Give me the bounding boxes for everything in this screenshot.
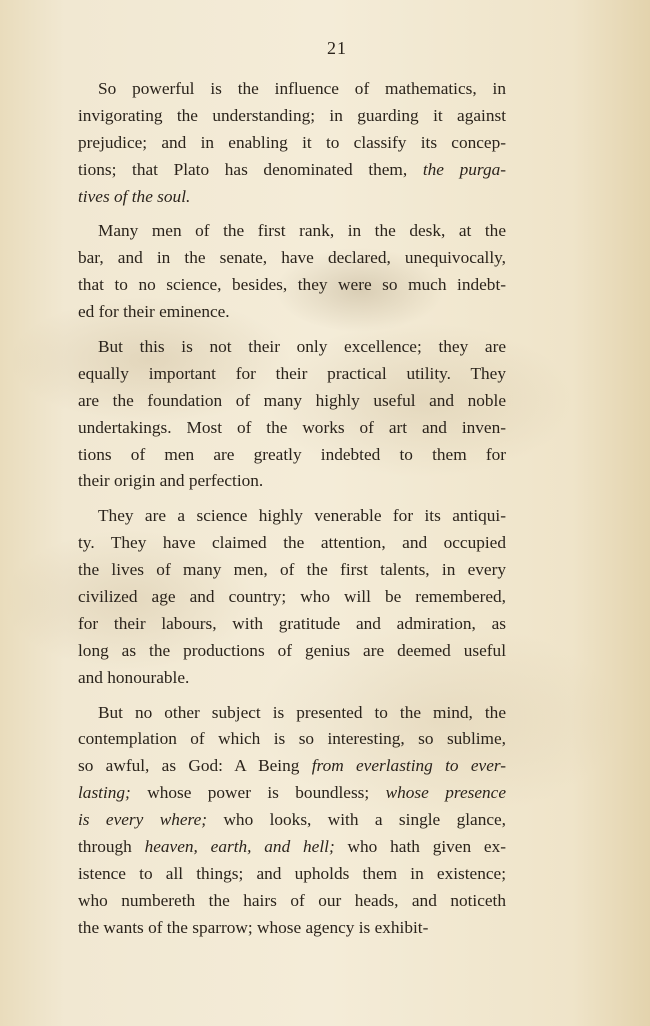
text-run: their origin and perfection. — [78, 471, 264, 491]
italic-text: heaven, earth, and hell; — [144, 837, 335, 857]
italic-text: is every where; — [78, 810, 208, 830]
text-line — [78, 726, 506, 753]
text-line — [78, 334, 506, 361]
text-line — [78, 218, 506, 245]
text-line — [78, 184, 506, 211]
text-run: bar, and in the senate, have declared, unequivocally, — [78, 248, 506, 268]
page-number: 21 — [327, 38, 347, 58]
text-line — [78, 415, 506, 442]
text-run: the lives of many men, of the first talents, in every — [78, 560, 506, 580]
text-line — [78, 611, 506, 638]
text-line — [78, 299, 506, 326]
body-text — [78, 76, 506, 950]
text-line — [78, 584, 506, 611]
text-line — [78, 388, 506, 415]
text-run: who hath given ex- — [334, 837, 506, 857]
text-line — [78, 103, 506, 130]
text-run: So powerful is the influence of mathematics, in — [98, 79, 506, 98]
text-run: contemplation of which is so interesting, so sublime, — [78, 729, 506, 749]
text-line — [78, 442, 506, 469]
text-run: tions; that Plato has denominated them, — [78, 159, 423, 179]
text-line — [78, 700, 506, 727]
text-line — [78, 638, 506, 665]
text-run: are the foundation of many highly useful and noble — [78, 390, 506, 410]
text-run: who looks, with a single glance, — [207, 810, 506, 830]
text-run: equally important for their practical utility. They — [78, 363, 506, 383]
text-line — [78, 157, 506, 184]
text-line — [78, 245, 506, 272]
text-line — [78, 530, 506, 557]
italic-text: tives of the soul. — [78, 186, 191, 206]
text-run: ty. They have claimed the attention, and occupied — [78, 533, 506, 553]
text-line — [78, 834, 506, 861]
text-run: long as the productions of genius are deemed useful — [78, 640, 506, 660]
text-run: and honourable. — [78, 667, 190, 687]
text-line — [78, 780, 506, 807]
text-run: But no other subject is presented to the mind, the — [98, 702, 506, 722]
paragraph — [78, 76, 506, 210]
text-run: civilized age and country; who will be remembered, — [78, 587, 506, 607]
text-run: tions of men are greatly indebted to them for — [78, 444, 506, 464]
text-run: Many men of the first rank, in the desk, at the — [98, 221, 506, 241]
text-line — [78, 76, 506, 103]
text-line — [78, 807, 506, 834]
text-line — [78, 272, 506, 299]
text-run: istence to all things; and upholds them in existence; — [78, 863, 506, 883]
paragraph — [78, 334, 506, 495]
text-line — [78, 557, 506, 584]
text-run: for their labours, with gratitude and admiration, as — [78, 613, 506, 633]
text-run: But this is not their only excellence; they are — [98, 337, 506, 357]
italic-text: from everlasting to ever- — [311, 756, 507, 776]
text-run: the wants of the sparrow; whose agency is exhibit- — [78, 917, 429, 937]
text-run: who numbereth the hairs of our heads, and noticeth — [78, 890, 506, 910]
text-run: whose power is boundless; — [130, 783, 386, 803]
text-run: through — [78, 837, 145, 857]
text-line — [78, 753, 506, 780]
text-run: undertakings. Most of the works of art and inven- — [78, 417, 506, 437]
paragraph — [78, 700, 506, 942]
text-run: ed for their eminence. — [78, 302, 230, 322]
text-run: invigorating the understanding; in guarding it against — [78, 105, 506, 125]
text-line — [78, 503, 506, 530]
text-line — [78, 665, 506, 692]
text-run: so awful, as God: A Being — [78, 756, 312, 776]
text-line — [78, 915, 506, 942]
text-run: They are a science highly venerable for its antiqui- — [98, 506, 506, 526]
text-line — [78, 361, 506, 388]
text-line — [78, 861, 506, 888]
paragraph — [78, 503, 506, 691]
italic-text: lasting; — [78, 783, 131, 803]
text-run: prejudice; and in enabling it to classify its concep- — [78, 132, 506, 152]
text-line — [78, 468, 506, 495]
italic-text: the purga- — [422, 159, 506, 179]
text-line — [78, 888, 506, 915]
paragraph — [78, 218, 506, 326]
italic-text: whose presence — [385, 783, 507, 803]
text-line — [78, 130, 506, 157]
text-run: that to no science, besides, they were so much indebt- — [78, 275, 506, 295]
